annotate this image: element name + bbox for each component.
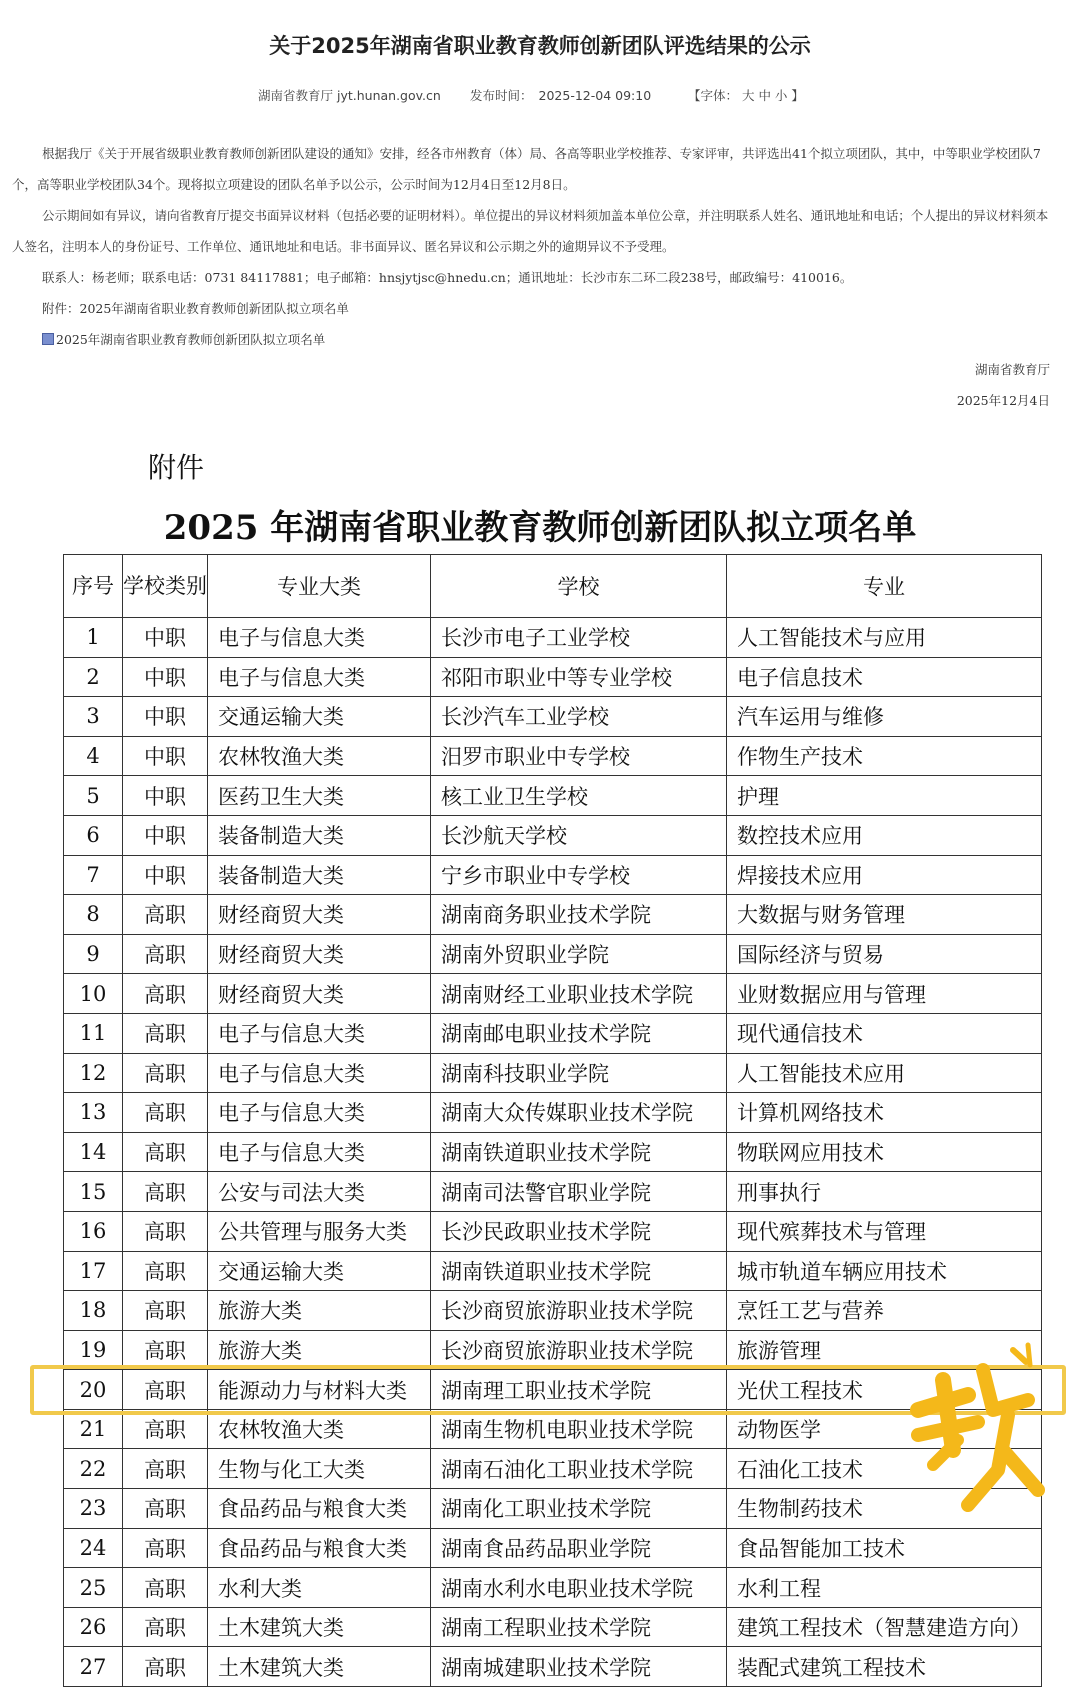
table-row: [64, 1172, 1042, 1212]
cell-school-type: 高职: [123, 1607, 208, 1647]
cell-category: 电子与信息大类: [208, 1132, 431, 1172]
table-row: [64, 1607, 1042, 1647]
notice-source[interactable]: 湖南省教育厅 jyt.hunan.gov.cn: [258, 88, 441, 103]
table-row: [64, 1211, 1042, 1251]
annex-title: 2025 年湖南省职业教育教师创新团队拟立项名单: [163, 508, 917, 548]
cell-school: 宁乡市职业中专学校: [431, 855, 727, 895]
cell-school-type: 高职: [123, 1211, 208, 1251]
cell-major: 城市轨道车辆应用技术: [727, 1251, 1042, 1291]
project-list-table: [63, 554, 1042, 1687]
table-row: [64, 934, 1042, 974]
cell-school-type: 高职: [123, 974, 208, 1014]
cell-major: 光伏工程技术: [727, 1370, 1042, 1410]
table-row: [64, 1568, 1042, 1608]
cell-school-type: 高职: [123, 1449, 208, 1489]
table-row: [64, 1330, 1042, 1370]
cell-category: 水利大类: [208, 1568, 431, 1608]
font-size-control[interactable]: 【字体： 大 中 小 】: [688, 88, 804, 103]
cell-school-type: 高职: [123, 1251, 208, 1291]
header-major: 专业: [727, 555, 1042, 618]
notice-attachment-line: 附件：2025年湖南省职业教育教师创新团队拟立项名单: [42, 301, 349, 316]
attachment-file-icon: [42, 333, 54, 345]
cell-major: 现代殡葬技术与管理: [727, 1211, 1042, 1251]
header-category: 专业大类: [208, 555, 431, 618]
cell-category: 医药卫生大类: [208, 776, 431, 816]
cell-school-type: 中职: [123, 736, 208, 776]
cell-category: 电子与信息大类: [208, 618, 431, 658]
cell-category: 土木建筑大类: [208, 1607, 431, 1647]
cell-major: 石油化工技术: [727, 1449, 1042, 1489]
table-row: [64, 1528, 1042, 1568]
table-row: [64, 895, 1042, 935]
cell-school-type: 中职: [123, 776, 208, 816]
cell-category: 财经商贸大类: [208, 895, 431, 935]
cell-major: 动物医学: [727, 1409, 1042, 1449]
cell-index: 21: [64, 1409, 123, 1449]
cell-major: 电子信息技术: [727, 657, 1042, 697]
cell-index: 4: [64, 736, 123, 776]
cell-school-type: 高职: [123, 1172, 208, 1212]
table-row: [64, 1449, 1042, 1489]
cell-school: 湖南邮电职业技术学院: [431, 1013, 727, 1053]
cell-category: 能源动力与材料大类: [208, 1370, 431, 1410]
cell-school-type: 高职: [123, 895, 208, 935]
cell-school: 湖南外贸职业学院: [431, 934, 727, 974]
cell-school: 湖南财经工业职业技术学院: [431, 974, 727, 1014]
cell-category: 公安与司法大类: [208, 1172, 431, 1212]
cell-major: 国际经济与贸易: [727, 934, 1042, 974]
cell-index: 1: [64, 618, 123, 658]
cell-category: 装备制造大类: [208, 855, 431, 895]
cell-school-type: 高职: [123, 1132, 208, 1172]
cell-index: 25: [64, 1568, 123, 1608]
cell-major: 烹饪工艺与营养: [727, 1291, 1042, 1331]
table-row: [64, 1013, 1042, 1053]
cell-school: 湖南水利水电职业技术学院: [431, 1568, 727, 1608]
cell-school: 湖南食品药品职业学院: [431, 1528, 727, 1568]
cell-school: 祁阳市职业中等专业学校: [431, 657, 727, 697]
cell-index: 23: [64, 1489, 123, 1529]
cell-index: 9: [64, 934, 123, 974]
cell-major: 物联网应用技术: [727, 1132, 1042, 1172]
cell-school: 湖南生物机电职业技术学院: [431, 1409, 727, 1449]
cell-school-type: 中职: [123, 657, 208, 697]
table-row: [64, 1291, 1042, 1331]
table-row: [64, 1132, 1042, 1172]
table-row: [64, 1251, 1042, 1291]
cell-school: 汨罗市职业中专学校: [431, 736, 727, 776]
cell-major: 汽车运用与维修: [727, 697, 1042, 737]
cell-school: 长沙航天学校: [431, 815, 727, 855]
cell-major: 水利工程: [727, 1568, 1042, 1608]
header-index: 序号: [64, 555, 123, 618]
notice-title: 关于2025年湖南省职业教育教师创新团队评选结果的公示: [269, 34, 811, 58]
notice-section: [0, 0, 1080, 420]
table-row: [64, 855, 1042, 895]
cell-index: 3: [64, 697, 123, 737]
cell-school: 湖南工程职业技术学院: [431, 1607, 727, 1647]
notice-paragraph-2: 公示期间如有异议，请向省教育厅提交书面异议材料（包括必要的证明材料）。单位提出的异议材料须加盖本单位公章，并注明联系人姓名、通讯地址和电话；个人提出的异议材料须本人签名，注明本人的身份证号、工作单位、通讯地址和电话。非书面异议、匿名异议和公示期之外的逾期异议不予受理。: [12, 208, 1049, 254]
cell-category: 农林牧渔大类: [208, 1409, 431, 1449]
cell-school-type: 高职: [123, 1330, 208, 1370]
table-body: [64, 618, 1042, 1687]
notice-paragraph-1: 根据我厅《关于开展省级职业教育教师创新团队建设的通知》安排，经各市州教育（体）局、各高等职业学校推荐、专家评审，共评选出41个拟立项团队，其中，中等职业学校团队7个，高等职业学校团队34个。现将拟立项建设的团队名单予以公示，公示时间为12月4日至12月8日。: [12, 146, 1041, 192]
header-school-type: 学校类别: [123, 555, 208, 618]
cell-index: 13: [64, 1093, 123, 1133]
cell-school-type: 高职: [123, 1370, 208, 1410]
cell-category: 交通运输大类: [208, 1251, 431, 1291]
table-row: [64, 697, 1042, 737]
cell-category: 食品药品与粮食大类: [208, 1489, 431, 1529]
cell-index: 10: [64, 974, 123, 1014]
cell-index: 16: [64, 1211, 123, 1251]
table-row: [64, 736, 1042, 776]
cell-index: 26: [64, 1607, 123, 1647]
cell-category: 交通运输大类: [208, 697, 431, 737]
cell-category: 生物与化工大类: [208, 1449, 431, 1489]
publish-label: 发布时间：: [470, 88, 533, 103]
cell-index: 27: [64, 1647, 123, 1687]
cell-index: 5: [64, 776, 123, 816]
annex-label: 附件: [148, 451, 205, 484]
cell-school: 核工业卫生学校: [431, 776, 727, 816]
cell-school: 长沙市电子工业学校: [431, 618, 727, 658]
notice-date: 2025年12月4日: [956, 393, 1050, 408]
cell-major: 数控技术应用: [727, 815, 1042, 855]
cell-category: 土木建筑大类: [208, 1647, 431, 1687]
cell-school: 湖南大众传媒职业技术学院: [431, 1093, 727, 1133]
cell-index: 7: [64, 855, 123, 895]
cell-major: 旅游管理: [727, 1330, 1042, 1370]
cell-major: 刑事执行: [727, 1172, 1042, 1212]
cell-category: 公共管理与服务大类: [208, 1211, 431, 1251]
cell-index: 6: [64, 815, 123, 855]
cell-school: 长沙汽车工业学校: [431, 697, 727, 737]
cell-school-type: 高职: [123, 1568, 208, 1608]
notice-signature: 湖南省教育厅: [974, 362, 1050, 377]
cell-school: 湖南商务职业技术学院: [431, 895, 727, 935]
cell-index: 14: [64, 1132, 123, 1172]
cell-school: 长沙民政职业技术学院: [431, 1211, 727, 1251]
cell-index: 12: [64, 1053, 123, 1093]
table-row: [64, 776, 1042, 816]
cell-major: 计算机网络技术: [727, 1093, 1042, 1133]
attachment-download-link[interactable]: [42, 330, 325, 348]
cell-major: 人工智能技术应用: [727, 1053, 1042, 1093]
cell-category: 旅游大类: [208, 1330, 431, 1370]
cell-school: 湖南科技职业学院: [431, 1053, 727, 1093]
cell-category: 旅游大类: [208, 1291, 431, 1331]
cell-major: 大数据与财务管理: [727, 895, 1042, 935]
cell-major: 业财数据应用与管理: [727, 974, 1042, 1014]
cell-school: 长沙商贸旅游职业技术学院: [431, 1330, 727, 1370]
cell-school-type: 高职: [123, 1053, 208, 1093]
cell-school-type: 高职: [123, 1528, 208, 1568]
cell-category: 农林牧渔大类: [208, 736, 431, 776]
cell-school-type: 中职: [123, 618, 208, 658]
cell-index: 2: [64, 657, 123, 697]
cell-school: 湖南铁道职业技术学院: [431, 1132, 727, 1172]
attachment-link-text[interactable]: 2025年湖南省职业教育教师创新团队拟立项名单: [56, 332, 326, 347]
cell-index: 22: [64, 1449, 123, 1489]
cell-school: 湖南石油化工职业技术学院: [431, 1449, 727, 1489]
cell-index: 20: [64, 1370, 123, 1410]
cell-category: 电子与信息大类: [208, 1013, 431, 1053]
cell-school-type: 高职: [123, 1489, 208, 1529]
cell-major: 食品智能加工技术: [727, 1528, 1042, 1568]
cell-index: 11: [64, 1013, 123, 1053]
cell-index: 19: [64, 1330, 123, 1370]
cell-major: 焊接技术应用: [727, 855, 1042, 895]
table-row: [64, 618, 1042, 658]
cell-major: 装配式建筑工程技术: [727, 1647, 1042, 1687]
cell-category: 食品药品与粮食大类: [208, 1528, 431, 1568]
notice-contact: 联系人：杨老师；联系电话：0731 84117881；电子邮箱：hnsjytjsc@hnedu.cn；通讯地址：长沙市东二环二段238号，邮政编号：410016。: [42, 270, 853, 285]
cell-major: 作物生产技术: [727, 736, 1042, 776]
cell-category: 电子与信息大类: [208, 657, 431, 697]
cell-school-type: 高职: [123, 1647, 208, 1687]
cell-school: 湖南化工职业技术学院: [431, 1489, 727, 1529]
cell-category: 财经商贸大类: [208, 974, 431, 1014]
cell-major: 建筑工程技术（智慧建造方向）: [727, 1607, 1042, 1647]
table-row: [64, 1093, 1042, 1133]
cell-school-type: 高职: [123, 1291, 208, 1331]
cell-major: 现代通信技术: [727, 1013, 1042, 1053]
table-row: [64, 1053, 1042, 1093]
cell-index: 24: [64, 1528, 123, 1568]
cell-index: 8: [64, 895, 123, 935]
cell-category: 财经商贸大类: [208, 934, 431, 974]
cell-index: 15: [64, 1172, 123, 1212]
table-row: [64, 974, 1042, 1014]
publish-value: 2025-12-04 09:10: [538, 88, 652, 103]
cell-school: 湖南铁道职业技术学院: [431, 1251, 727, 1291]
cell-major: 护理: [727, 776, 1042, 816]
cell-school: 湖南城建职业技术学院: [431, 1647, 727, 1687]
notice-publish-time: [470, 86, 657, 104]
cell-major: 人工智能技术与应用: [727, 618, 1042, 658]
cell-school-type: 高职: [123, 934, 208, 974]
like-sticker-icon: [898, 1340, 1048, 1520]
header-school: 学校: [431, 555, 727, 618]
cell-school-type: 高职: [123, 1093, 208, 1133]
cell-category: 电子与信息大类: [208, 1053, 431, 1093]
cell-school-type: 高职: [123, 1409, 208, 1449]
table-row: [64, 657, 1042, 697]
cell-category: 装备制造大类: [208, 815, 431, 855]
cell-school: 长沙商贸旅游职业技术学院: [431, 1291, 727, 1331]
table-row: [64, 1409, 1042, 1449]
table-row: [64, 1647, 1042, 1687]
cell-school-type: 中职: [123, 855, 208, 895]
cell-school: 湖南司法警官职业学院: [431, 1172, 727, 1212]
cell-major: 生物制药技术: [727, 1489, 1042, 1529]
table-row: [64, 815, 1042, 855]
cell-index: 17: [64, 1251, 123, 1291]
cell-school-type: 中职: [123, 697, 208, 737]
cell-school: 湖南理工职业技术学院: [431, 1370, 727, 1410]
cell-index: 18: [64, 1291, 123, 1331]
cell-school-type: 高职: [123, 1013, 208, 1053]
table-header-row: [64, 555, 1042, 618]
cell-category: 电子与信息大类: [208, 1093, 431, 1133]
cell-school-type: 中职: [123, 815, 208, 855]
table-row: [64, 1489, 1042, 1529]
